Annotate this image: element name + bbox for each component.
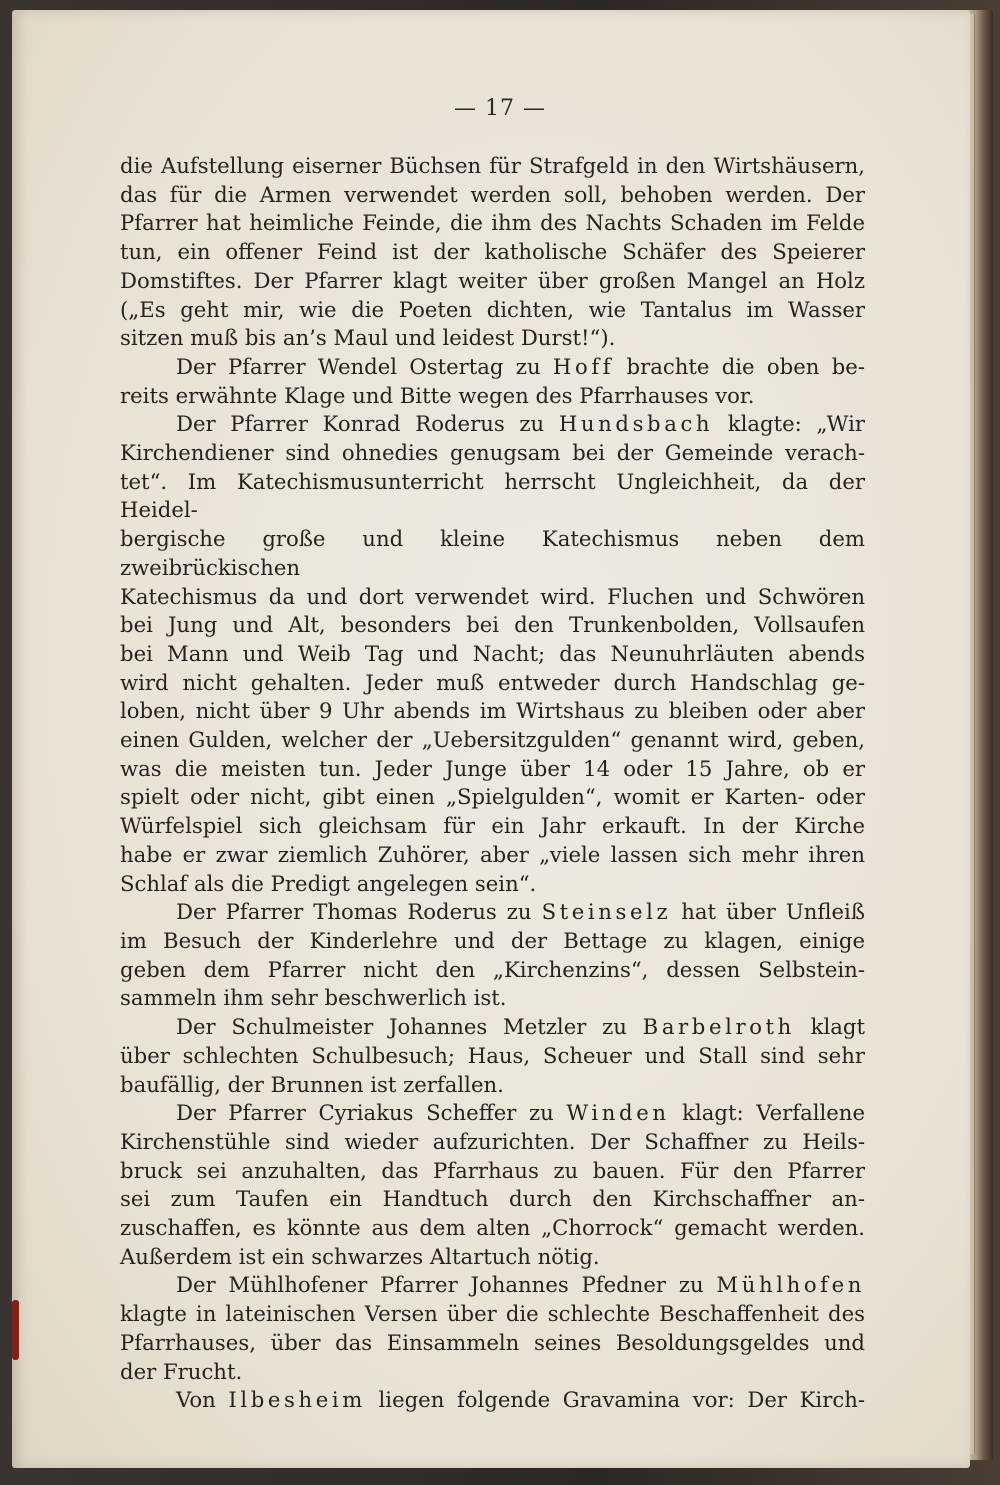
text-line: tun, ein offener Feind ist der katholische Schäfer des Speierer [120, 239, 865, 265]
text-line: was die meisten tun. Jeder Junge über 14 oder 15 Jahre, ob er [120, 755, 865, 781]
text-line: Der Pfarrer Thomas Roderus zu Steinselz hat über Unfleiß [176, 899, 865, 925]
text-line: bruck sei anzuhalten, das Pfarrhaus zu bauen. Für den Pfarrer [120, 1157, 865, 1183]
text-line: geben dem Pfarrer nicht den „Kirchenzins“, dessen Selbstein- [120, 956, 865, 982]
text-line: wird nicht gehalten. Jeder muß entweder durch Handschlag ge- [120, 669, 865, 695]
place-name: Barbelroth [642, 1014, 795, 1040]
text-line: Der Pfarrer Konrad Roderus zu Hundsbach klagte: „Wir [176, 411, 865, 437]
text-line: zuschaffen, es könnte aus dem alten „Chorrock“ gemacht werden. [120, 1215, 865, 1241]
text-line: Der Pfarrer Wendel Ostertag zu Hoff brachte die oben be- [176, 353, 865, 379]
place-name: Ilbesheim [228, 1387, 366, 1413]
text-line: Schlaf als die Predigt angelegen sein“. [120, 870, 537, 896]
text-line: tet“. Im Katechismusunterricht herrscht Ungleichheit, da der Heidel- [120, 468, 865, 523]
text-line: Katechismus da und dort verwendet wird. Fluchen und Schwören [120, 583, 865, 609]
text-line: sei zum Taufen ein Handtuch durch den Kirchschaffner an- [120, 1186, 865, 1212]
place-name: Mühlhofen [716, 1272, 865, 1298]
text-line: Von Ilbesheim liegen folgende Gravamina vor: Der Kirch- [176, 1387, 866, 1413]
text-line: das für die Armen verwendet werden soll, behoben werden. Der [120, 181, 865, 207]
place-name: Winden [566, 1100, 670, 1126]
place-name: Hoff [552, 353, 615, 379]
text-line: Pfarrhauses, über das Einsammeln seines Besoldungsgeldes und [120, 1329, 865, 1355]
page-number: — 17 — [454, 96, 546, 121]
text-line: der Frucht. [120, 1358, 243, 1384]
text-line: über schlechten Schulbesuch; Haus, Scheuer und Stall sind sehr [120, 1042, 865, 1068]
text-line: habe er zwar ziemlich Zuhörer, aber „viele lassen sich mehr ihren [120, 841, 865, 867]
text-line: Der Pfarrer Cyriakus Scheffer zu Winden klagt: Verfallene [176, 1100, 865, 1126]
red-bookmark-ribbon [12, 1300, 19, 1360]
text-line: sitzen muß bis an’s Maul und leidest Durst!“). [120, 325, 616, 351]
text-line: Domstiftes. Der Pfarrer klagt weiter über großen Mangel an Holz [120, 267, 865, 293]
place-name: Steinselz [541, 899, 672, 925]
text-line: Außerdem ist ein schwarzes Altartuch nötig. [120, 1243, 600, 1269]
text-line: Kirchendiener sind ohnedies genugsam bei der Gemeinde verach- [120, 440, 865, 466]
text-line: einen Gulden, welcher der „Uebersitzgulden“ genannt wird, geben, [120, 727, 865, 753]
text-line: klagte in lateinischen Versen über die schlechte Beschaffenheit des [120, 1301, 865, 1327]
text-line: baufällig, der Brunnen ist zerfallen. [120, 1071, 504, 1097]
text-line: sammeln ihm sehr beschwerlich ist. [120, 985, 507, 1011]
text-line: die Aufstellung eiserner Büchsen für Strafgeld in den Wirtshäusern, [120, 153, 865, 178]
text-line: bei Mann und Weib Tag und Nacht; das Neunuhrläuten abends [120, 640, 865, 666]
text-line: Würfelspiel sich gleichsam für ein Jahr erkauft. In der Kirche [120, 813, 865, 839]
text-line: reits erwähnte Klage und Bitte wegen des Pfarrhauses vor. [120, 382, 755, 408]
text-line: Der Schulmeister Johannes Metzler zu Barbelroth klagt [176, 1014, 865, 1040]
text-line: Der Mühlhofener Pfarrer Johannes Pfedner zu Mühlhofen [176, 1272, 865, 1298]
text-line: Kirchenstühle sind wieder aufzurichten. Der Schaffner zu Heils- [120, 1128, 865, 1154]
text-line: bergische große und kleine Katechismus neben dem zweibrückischen [120, 526, 865, 580]
text-line: spielt oder nicht, gibt einen „Spielgulden“, womit er Karten- oder [120, 784, 865, 810]
body-text [120, 152, 865, 1415]
text-line: bei Jung und Alt, besonders bei den Trunkenbolden, Vollsaufen [120, 612, 865, 638]
text-line: loben, nicht über 9 Uhr abends im Wirtshaus zu bleiben oder aber [120, 698, 865, 724]
place-name: Hundsbach [558, 411, 714, 437]
text-line: („Es geht mir, wie die Poeten dichten, wie Tantalus im Wasser [120, 296, 865, 322]
text-line: Pfarrer hat heimliche Feinde, die ihm des Nachts Schaden im Felde [120, 210, 865, 236]
text-line: im Besuch der Kinderlehre und der Bettage zu klagen, einige [120, 927, 865, 953]
